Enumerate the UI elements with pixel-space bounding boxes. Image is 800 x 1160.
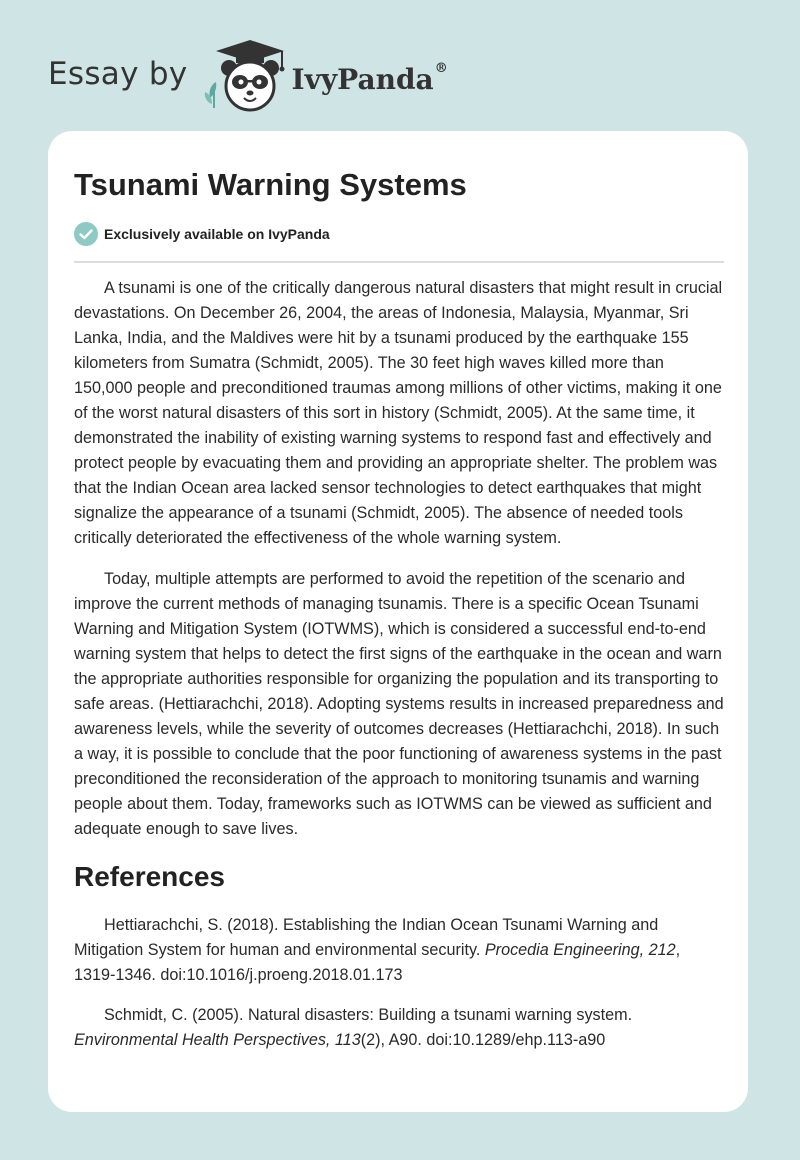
title-divider xyxy=(74,261,724,263)
essay-by-label: Essay by xyxy=(48,56,188,92)
check-circle-icon xyxy=(74,222,98,246)
essay-card xyxy=(48,131,748,1112)
brand-text: IvyPanda xyxy=(291,62,434,96)
reference-item xyxy=(74,1003,724,1053)
references-heading: References xyxy=(74,861,225,892)
reference-text: Schmidt, C. (2005). Natural disasters: Building a tsunami warning system. xyxy=(104,1006,633,1024)
reference-journal: Environmental Health Perspectives, 113 xyxy=(74,1031,361,1049)
panda-logo-icon[interactable] xyxy=(202,38,288,114)
paragraph-1: A tsunami is one of the critically dangerous natural disasters that might result in crucial devastations. On December 26, 2004, the areas of Indonesia, Malaysia, Myanmar, Sri Lanka, India, and the Maldives were hit by a tsunami produced by the earthquake 155 kilometers from Sumatra (Schmidt, 2005). The 30 feet high waves killed more than 150,000 people and preconditioned traumas among millions of other victims, making it one of the worst natural disasters of this sort in history (Schmidt, 2005). At the same time, it demonstrated the inability of existing warning systems to respond fast and effectively and protect people by evacuating them and providing an appropriate shelter. The problem was that the Indian Ocean area lacked sensor technologies to detect earthquakes that might signalize the appearance of a tsunami (Schmidt, 2005). The absence of needed tools critically deteriorated the effectiveness of the whole warning system. xyxy=(74,279,723,547)
reference-item xyxy=(74,913,724,988)
reference-text: Hettiarachchi, S. (2018). Establishing the Indian Ocean Tsunami Warning and Mitigation System for human and environmental security. xyxy=(74,916,659,959)
site-header xyxy=(48,36,448,116)
page-title: Tsunami Warning Systems xyxy=(74,167,467,202)
paragraph-2: Today, multiple attempts are performed to avoid the repetition of the scenario and improve the current methods of managing tsunamis. There is a specific Ocean Tsunami Warning and Mitigation System (IOTWMS), which is considered a successful end-to-end warning system that helps to detect the first signs of the earthquake in the ocean and warn the appropriate authorities responsible for organizing the population and its transporting to safe areas. (Hettiarachchi, 2018). Adopting systems results in increased preparedness and awareness levels, while the severity of outcomes decreases (Hettiarachchi, 2018). In such a way, it is possible to conclude that the poor functioning of awareness systems in the past preconditioned the reconsideration of the approach to monitoring tsunamis and warning people about them. Today, frameworks such as IOTWMS can be viewed as sufficient and adequate enough to save lives. xyxy=(74,570,724,838)
essay-body xyxy=(74,276,724,1068)
reference-details: (2), A90. doi:10.1289/ehp.113-a90 xyxy=(360,1031,606,1049)
exclusive-label: Exclusively available on IvyPanda xyxy=(104,226,330,242)
brand-name[interactable] xyxy=(291,60,448,96)
reference-details: , 1319-1346. doi:10.1016/j.proeng.2018.01.173 xyxy=(74,941,681,984)
exclusive-badge xyxy=(74,222,330,246)
reference-journal: Procedia Engineering, 212 xyxy=(484,941,676,959)
registered-mark: ® xyxy=(434,60,448,76)
